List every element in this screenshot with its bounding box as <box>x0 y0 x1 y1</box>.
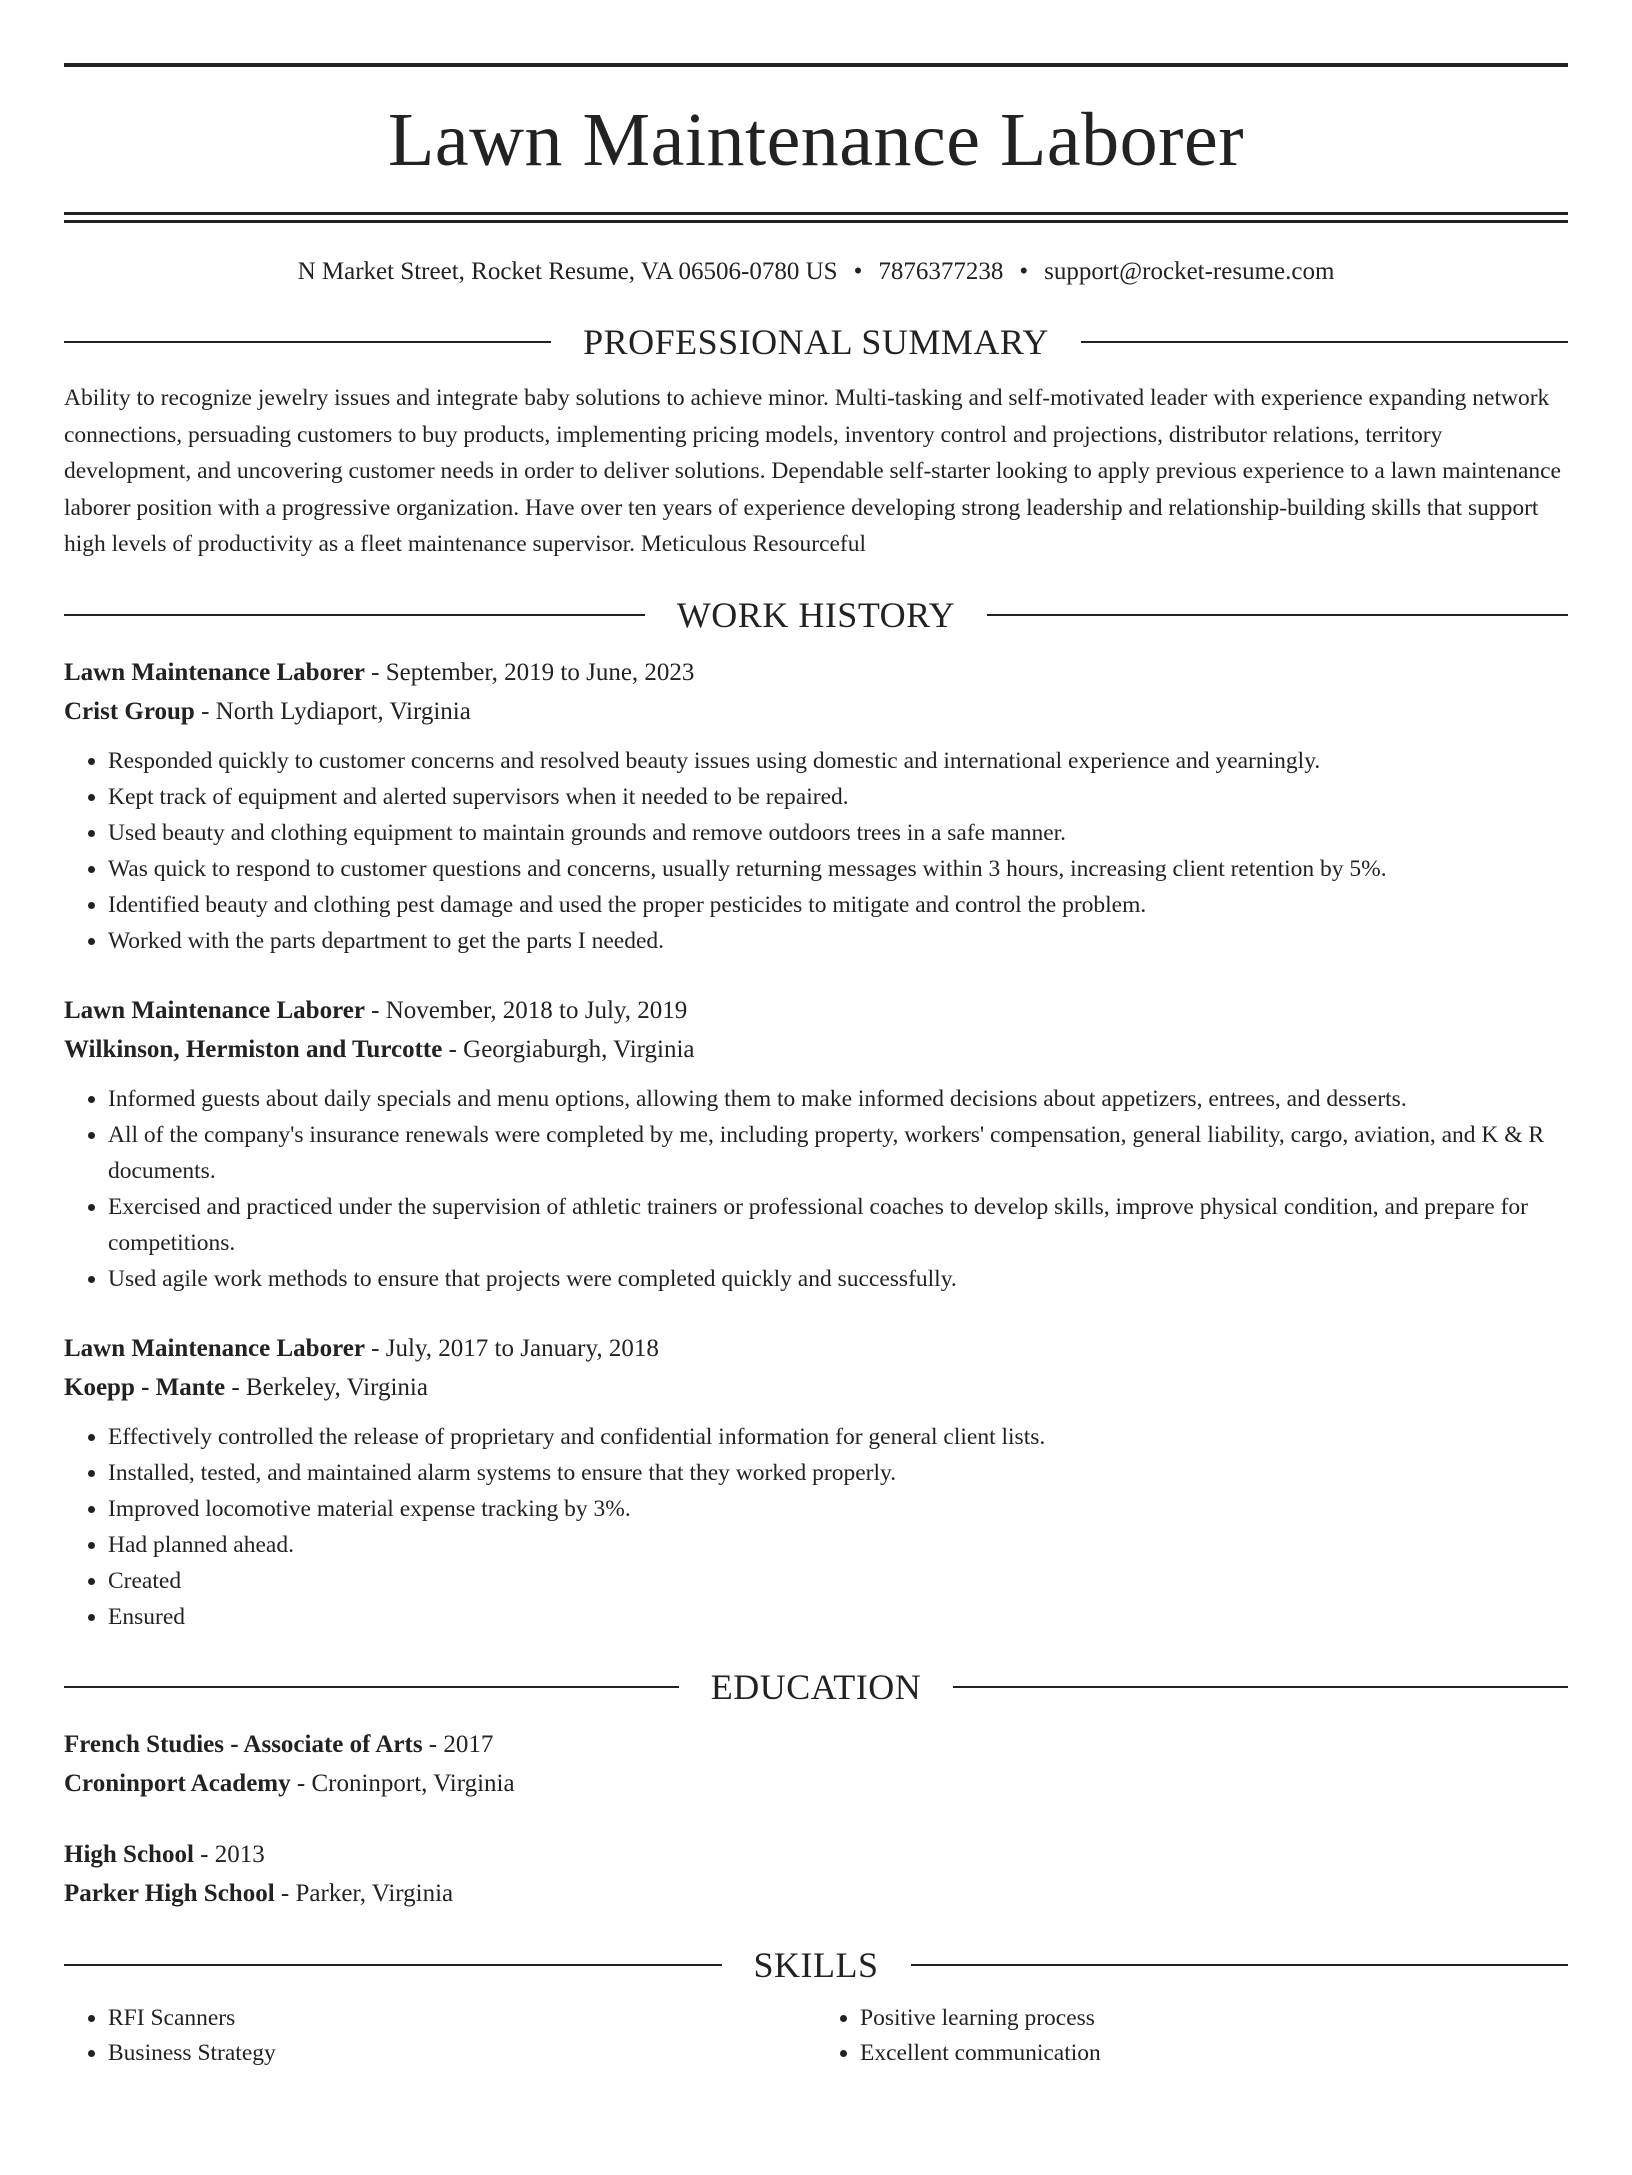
job-company-line <box>64 1030 1568 1069</box>
divider <box>1081 341 1568 343</box>
list-item: • Worked with the parts department to get the parts I needed. <box>108 923 1568 959</box>
education-school-line <box>64 1874 1568 1913</box>
list-item: • Ensured <box>108 1599 1568 1635</box>
job-title: Lawn Maintenance Laborer <box>64 1334 365 1362</box>
education-year: - 2017 <box>422 1730 494 1758</box>
list-item: • Used agile work methods to ensure that projects were completed quickly and successfully. <box>108 1261 1568 1297</box>
divider <box>64 1686 679 1688</box>
list-item: • Kept track of equipment and alerted supervisors when it needed to be repaired. <box>108 779 1568 815</box>
summary-text: Ability to recognize jewelry issues and integrate baby solutions to achieve minor. Multi-tasking and self-motivated leader with experience expanding network connections, persuading customers to buy products, implementing pricing models, inventory control and projections, distributor relations, territory development, and uncovering customer needs in order to deliver solutions. Dependable self-starter looking to apply previous experience to a lawn maintenance laborer position with a progressive organization. Have over ten years of experience developing strong leadership and relationship-building skills that support high levels of productivity as a fleet maintenance supervisor. Meticulous Resourceful <box>64 385 1561 557</box>
job-dates: - July, 2017 to January, 2018 <box>364 1334 659 1362</box>
divider <box>64 341 551 343</box>
list-item: • All of the company's insurance renewals were completed by me, including property, workers' compensation, general liability, cargo, aviation, and K & R documents. <box>108 1117 1568 1189</box>
education-degree: French Studies - Associate of Arts <box>64 1730 423 1758</box>
list-item: • Used beauty and clothing equipment to maintain grounds and remove outdoors trees in a safe manner. <box>108 815 1568 851</box>
job-company-line <box>64 1368 1568 1407</box>
divider <box>64 1964 722 1966</box>
skill-item: • Excellent communication <box>860 2036 1568 2071</box>
section-title: PROFESSIONAL SUMMARY <box>583 322 1049 362</box>
job-dates: - November, 2018 to July, 2019 <box>364 996 688 1024</box>
contact-line <box>64 259 1568 284</box>
list-item: • Created <box>108 1563 1568 1599</box>
skills-column-left <box>64 2001 816 2071</box>
job-title-line <box>64 1329 1568 1368</box>
resume-title: Lawn Maintenance Laborer <box>387 98 1244 182</box>
education-school: Parker High School <box>64 1879 275 1907</box>
divider <box>64 614 645 616</box>
contact-phone: 7876377238 <box>878 258 1004 285</box>
contact-email: support@rocket-resume.com <box>1044 258 1335 285</box>
job-location: - North Lydiaport, Virginia <box>194 697 471 725</box>
education-entry <box>64 1725 1568 1803</box>
education-school-line <box>64 1764 1568 1803</box>
divider <box>987 614 1568 616</box>
list-item: • Effectively controlled the release of proprietary and confidential information for general client lists. <box>108 1419 1568 1455</box>
job-company: Wilkinson, Hermiston and Turcotte <box>64 1035 443 1063</box>
title-double-rule <box>64 212 1568 223</box>
list-item: • Was quick to respond to customer questions and concerns, usually returning messages within 3 hours, increasing client retention by 5%. <box>108 851 1568 887</box>
section-heading-work <box>64 594 1568 635</box>
list-item: • Responded quickly to customer concerns and resolved beauty issues using domestic and international experience and yearningly. <box>108 743 1568 779</box>
list-item: • Exercised and practiced under the supervision of athletic trainers or professional coaches to develop skills, improve physical condition, and prepare for competitions. <box>108 1189 1568 1261</box>
list-item: • Informed guests about daily specials and menu options, allowing them to make informed decisions about appetizers, entrees, and desserts. <box>108 1081 1568 1117</box>
section-title: WORK HISTORY <box>676 594 956 635</box>
skill-item: • RFI Scanners <box>108 2001 816 2036</box>
education-degree-line <box>64 1835 1568 1874</box>
divider <box>953 1686 1568 1688</box>
job-company: Koepp - Mante <box>64 1373 226 1401</box>
divider <box>911 1964 1569 1966</box>
job-entry <box>64 1329 1568 1635</box>
top-rule <box>64 63 1568 67</box>
section-heading-summary <box>64 324 1568 360</box>
education-location: - Parker, Virginia <box>274 1879 454 1907</box>
section-heading-education <box>64 1666 1568 1707</box>
job-company: Crist Group <box>64 697 195 725</box>
education-location: - Croninport, Virginia <box>290 1769 515 1797</box>
job-bullets <box>64 1081 1568 1297</box>
contact-address: N Market Street, Rocket Resume, VA 06506-0780 US <box>297 258 838 285</box>
skills-list <box>64 2001 1568 2071</box>
education-year: - 2013 <box>193 1840 265 1868</box>
resume-page <box>0 63 1632 2175</box>
education-degree: High School <box>64 1840 194 1868</box>
job-title: Lawn Maintenance Laborer <box>64 658 365 686</box>
job-entry <box>64 653 1568 959</box>
list-item: • Had planned ahead. <box>108 1527 1568 1563</box>
skills-column-right <box>816 2001 1568 2071</box>
list-item: • Improved locomotive material expense tracking by 3%. <box>108 1491 1568 1527</box>
bullet-separator: • <box>1019 258 1029 285</box>
education-degree-line <box>64 1725 1568 1764</box>
job-bullets <box>64 743 1568 959</box>
section-title: SKILLS <box>753 1944 879 1985</box>
job-title-line <box>64 991 1568 1030</box>
job-title-line <box>64 653 1568 692</box>
job-company-line <box>64 692 1568 731</box>
job-location: - Georgiaburgh, Virginia <box>442 1035 695 1063</box>
skill-item: • Positive learning process <box>860 2001 1568 2036</box>
list-item: • Installed, tested, and maintained alarm systems to ensure that they worked properly. <box>108 1455 1568 1491</box>
education-entry <box>64 1835 1568 1913</box>
list-item: • Identified beauty and clothing pest damage and used the proper pesticides to mitigate and control the problem. <box>108 887 1568 923</box>
bullet-separator: • <box>853 258 863 285</box>
job-bullets <box>64 1419 1568 1635</box>
job-title: Lawn Maintenance Laborer <box>64 996 365 1024</box>
section-heading-skills <box>64 1944 1568 1985</box>
education-school: Croninport Academy <box>64 1769 291 1797</box>
skill-item: • Business Strategy <box>108 2036 816 2071</box>
job-entry <box>64 991 1568 1297</box>
job-dates: - September, 2019 to June, 2023 <box>364 658 695 686</box>
section-title: EDUCATION <box>710 1666 922 1707</box>
job-location: - Berkeley, Virginia <box>225 1373 428 1401</box>
